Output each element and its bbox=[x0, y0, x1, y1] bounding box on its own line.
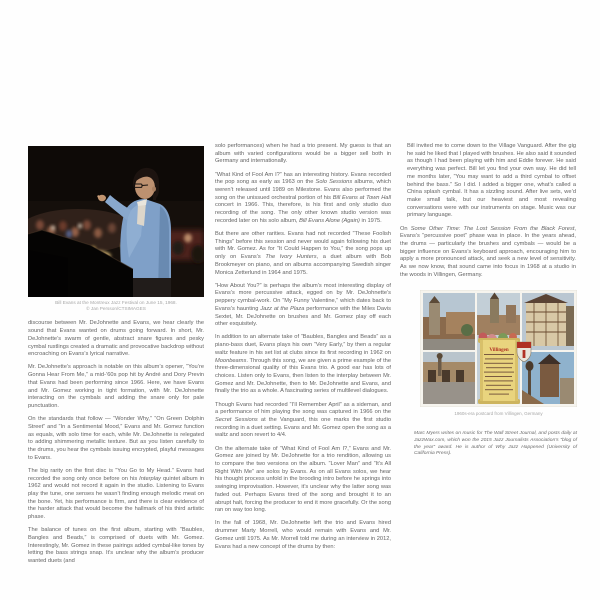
concert-photo-illustration bbox=[28, 146, 204, 297]
photo-caption-line1: Bill Evans at the Montreux Jazz Festival on June 15, 1968. bbox=[55, 300, 177, 305]
paragraph: In the fall of 1968, Mr. DeJohnette left the trio and Evans hired drummer Marty Morrell, who would remain with Evans and Mr. Gomez until 1975. As Mr. Morrell told me during an interview in 2012, Evans had a new concept of the drums by then: bbox=[215, 520, 391, 550]
postcard-caption: 1960s-era postcard from Villingen, Germany bbox=[454, 411, 543, 417]
paragraph: But there are other rarities. Evans had not recorded “These Foolish Things” before this session and never would again following his duet with Mr. Gomez. As for “It Could Happen to You,” the song pops up only on Evans’s The Ivory Hunters, a duet album with Bob Brookmeyer on piano, and on albums accompanying Swedish singer Monica Zetterlund in 1964 and 1975. bbox=[215, 231, 392, 276]
column-1 bbox=[28, 146, 204, 571]
postcard-panel-bottom-left bbox=[423, 352, 475, 404]
paragraph: The big rarity on the first disc is “You Go to My Head.” Evans had recorded the song only once before on his Interplay quintet album in 1962 and would not record it again in the studio. Listening to Evans play the tune, one senses he wasn’t finding enough melodic meat on the bone. Yet, his performance is firm, and there is clear evidence of the harder attack that would become the hallmark of his third artistic phase. bbox=[28, 467, 204, 521]
column3-closing-text bbox=[400, 226, 576, 280]
paragraph: On the alternate take of “What Kind of Fool Am I?,” Evans and Mr. Gomez are joined by Mr. DeJohnette for a trio rendition, allowing us to compare the two versions on the album. “Lover Man” and “It’s All Right With Me” are solos by Evans. As on all Evans solos, we hear his thought process unfold in the brooding intro before he springs into swinging improvisation. However, it’s unclear why the latter song was faded out. Perhaps Evans tired of the song and brought it to an abrupt halt, forcing the producer to end it more gracefully. Or the song ran on way too long. bbox=[215, 445, 391, 514]
paragraph: solo performances) when he had a trio present. My guess is that an album with varied configurations would be a bigger sell both in Germany and internationally. bbox=[215, 143, 391, 165]
paragraph: “How About You?” is perhaps the album’s most interesting display of Evans’s more percussive attack, egged on by Mr. DeJohnette’s peppery cymbal-work. On “My Funny Valentine,” which dates back to Evans’s haunting Jazz at the Plaza performance with the Miles Davis Sextet, Mr. DeJohnette on brushes and Mr. Gomez play off each other exquisitely. bbox=[215, 282, 392, 328]
postcard-panel-top-left bbox=[423, 293, 475, 350]
paragraph: The balance of tunes on the first album, starting with “Baubles, Bangles and Beads,” is comprised of duets with Mr. Gomez. Interestingly, Mr. Gomez in these pairings added cymbal-like tones by letting the bass strings snap. It’s unclear why the album’s producer wanted duets (and bbox=[28, 527, 204, 565]
postcard-scroll bbox=[478, 338, 520, 404]
postcard-scroll-title: Villingen bbox=[489, 348, 509, 354]
postcard-panel-bottom-right bbox=[522, 352, 574, 404]
photo-caption bbox=[28, 300, 204, 312]
column-2 bbox=[215, 143, 391, 557]
paragraph: Marc Myers writes on music for The Wall Street Journal, and posts daily at JazzWax.com, which won the 2015 Jazz Journalists Association’s “blog of the year” award. He is author of Why Jazz Happened (University of California Press). bbox=[414, 431, 577, 457]
photo-caption-credit: © Jan Persson/CTSIMAGES bbox=[86, 306, 146, 312]
paragraph: Mr. DeJohnette’s approach is notable on this album’s opener, “You’re Gonna Hear From Me,” a mid-’60s pop hit by André and Dory Previn that Evans had been performing since 1966. Here, we have Evans and Mr. Gomez working in tight formation, with Mr. DeJohnette interacting on the cymbals and adding the snare only for pale punctuation. bbox=[28, 364, 204, 409]
paragraph: On the standards that follow — “Wonder Why,” “On Green Dolphin Street” and “In a Sentimental Mood,” Evans and Mr. Gomez function as equals, with solo time for each, while Mr. DeJohnette is relegated to adding shimmering metallic texture. But as you listen carefully to the drums, you hear the cymbals issuing encrypted, playful messages to Evans. bbox=[28, 416, 204, 461]
paragraph: discourse between Mr. DeJohnette and Evans, we hear clearly the sound that Evans wanted on drums going forward. In short, Mr. DeJohnette’s swarm of gentle, abstract snare figures and pesky cymbal rustlings created a dramatic and provocative backdrop without encroaching on Evans’s lyrical narrative. bbox=[28, 320, 204, 358]
villingen-postcard bbox=[420, 290, 577, 417]
postcard-panel-top-right bbox=[522, 293, 574, 350]
bill-evans-photo bbox=[28, 146, 204, 312]
paragraph: In addition to an alternate take of “Baubles, Bangles and Beads” as a piano-bass duet, Evans plays his own “Very Early,” by then a regular waltz feature in his set list at clubs since its first recording in 1962 on Moonbeams. Through this song, we are given a prime example of the three-dimensional quality of this Evans trio. A good ear has lots of choices. Listen only to Evans, then listen to the interplay between Mr. Gomez and Mr. DeJohnette, then to Mr. DeJohnette and Evans, and finally the trio as a whole. A fascinating series of multilevel dialogues. bbox=[215, 334, 391, 395]
paragraph: On Some Other Time: The Lost Session From the Black Forest, Evans’s “percussive poet” phase was in place. In the years ahead, the drums — particularly the brushes and cymbals — would be a bigger influence on Evans’s keyboard approach, encouraging him to apply a more pronounced attack, and seek a new level of sensitivity. As we now know, that sound came into focus in 1968 at a studio in the woods in Villingen, Germany. bbox=[400, 225, 576, 278]
postcard-illustration bbox=[420, 290, 577, 407]
column-3 bbox=[400, 143, 576, 458]
author-bio bbox=[414, 431, 577, 457]
paragraph: Bill invited me to come down to the Village Vanguard. After the gig he said he liked that I played with brushes. He also said it sounded as though I had been playing with him and Eddie forever. He said everything was perfect. Bill let you find your own way. He did tell me months later, “You may want to add a third cymbal to offset behind the bass.” So I did. I added a bigger one, what’s called a China splash cymbal. It has a sizzling sound. After live sets, we’d make small talk, but our heaviest and most revealing conversations were with our instruments on stage. Music was our primary language. bbox=[407, 143, 576, 219]
morrell-quote bbox=[407, 143, 576, 220]
paragraph: “What Kind of Fool Am I?” has an interesting history. Evans recorded the pop song as early as 1963 on the Solo Sessions albums, which weren’t released until 1989 on Milestone. Evans also performed the song on the unissued orchestral portion of his Bill Evans at Town Hall concert in 1966. This, therefore, is his first and only studio duo recording of the song. The only other known studio version was recorded later on his solo album, Bill Evans Alone (Again) in 1975. bbox=[215, 171, 391, 224]
column2-text bbox=[215, 143, 391, 551]
column1-text bbox=[28, 320, 204, 565]
paragraph: Though Evans had recorded “I’ll Remember April” as a sideman, and a performance of him playing the song was captured in 1966 on the Secret Sessions at the Vanguard, this one marks the first studio recording in a duet setting. Evans and Mr. Gomez open the song as a waltz and soon revert to 4/4. bbox=[215, 401, 391, 439]
